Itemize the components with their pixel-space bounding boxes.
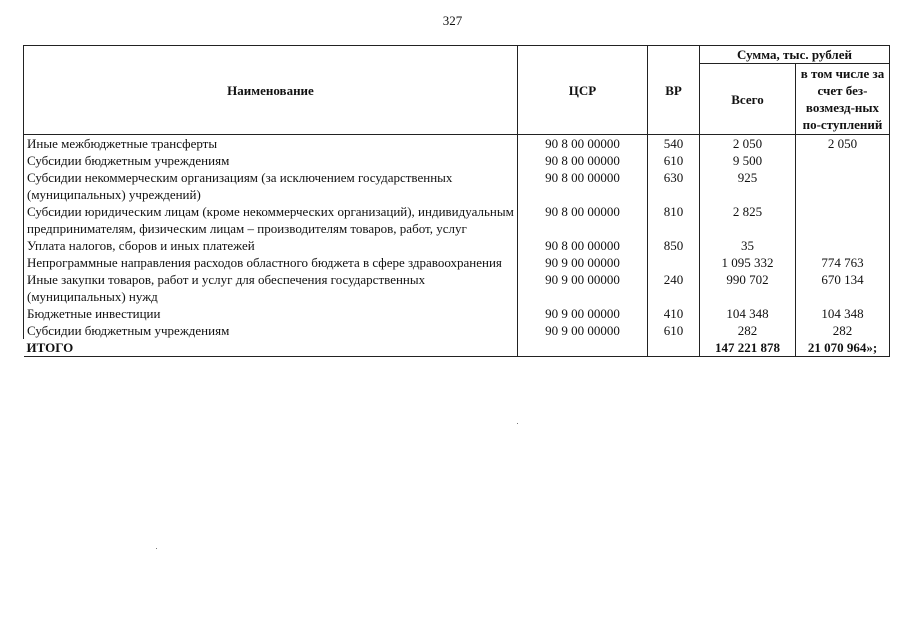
row-name: Бюджетные инвестиции [24,305,518,322]
table-row [24,271,890,305]
row-incl [796,169,890,203]
row-incl: 774 763 [796,254,890,271]
row-name: Субсидии бюджетным учреждениям [24,152,518,169]
total-row-vr [648,339,700,357]
col-header-sum-group: Сумма, тыс. рублей [700,46,890,64]
row-csr: 90 8 00 00000 [518,203,648,237]
row-name: Иные закупки товаров, работ и услуг для обеспечения государственных (муниципальных) нужд [24,271,518,305]
row-csr: 90 9 00 00000 [518,271,648,305]
scan-speck [517,423,518,424]
total-row-total: 147 221 878 [700,339,796,357]
row-vr: 540 [648,135,700,153]
row-total: 104 348 [700,305,796,322]
row-name: Субсидии некоммерческим организациям (за исключением государственных (муниципальных) учреждений) [24,169,518,203]
row-vr: 610 [648,322,700,339]
total-row [24,339,890,357]
row-csr: 90 8 00 00000 [518,237,648,254]
row-incl: 282 [796,322,890,339]
row-total: 35 [700,237,796,254]
total-row-csr [518,339,648,357]
row-total: 990 702 [700,271,796,305]
row-total: 282 [700,322,796,339]
row-total: 2 825 [700,203,796,237]
row-incl [796,203,890,237]
row-total: 9 500 [700,152,796,169]
col-header-name: Наименование [24,46,518,135]
budget-table [23,45,890,357]
row-vr: 810 [648,203,700,237]
table-row [24,322,890,339]
row-csr: 90 9 00 00000 [518,305,648,322]
header-row-top [24,46,890,64]
row-csr: 90 9 00 00000 [518,254,648,271]
row-name: Непрограммные направления расходов областного бюджета в сфере здравоохранения [24,254,518,271]
row-vr: 240 [648,271,700,305]
row-csr: 90 8 00 00000 [518,169,648,203]
row-incl: 2 050 [796,135,890,153]
row-csr: 90 8 00 00000 [518,152,648,169]
row-name: Уплата налогов, сборов и иных платежей [24,237,518,254]
row-incl [796,152,890,169]
total-row-incl-value: 21 070 964 [807,340,867,355]
table-row [24,305,890,322]
table-row [24,135,890,153]
col-header-vr: ВР [648,46,700,135]
total-row-label: ИТОГО [24,339,518,357]
row-name: Иные межбюджетные трансферты [24,135,518,153]
page-number: 327 [442,13,463,28]
row-name: Субсидии юридическим лицам (кроме некоммерческих организаций), индивидуальным предпринимателям, физическим лицам – производителям товаров, работ, услуг [24,203,518,237]
row-vr: 850 [648,237,700,254]
row-vr: 630 [648,169,700,203]
table-row [24,152,890,169]
row-vr: 610 [648,152,700,169]
row-name: Субсидии бюджетным учреждениям [24,322,518,339]
row-csr: 90 8 00 00000 [518,135,648,153]
row-vr [648,254,700,271]
row-incl: 104 348 [796,305,890,322]
table-row [24,237,890,254]
row-vr: 410 [648,305,700,322]
col-header-csr: ЦСР [518,46,648,135]
scan-speck [156,548,157,549]
table-row [24,203,890,237]
row-total: 2 050 [700,135,796,153]
row-total: 925 [700,169,796,203]
row-incl: 670 134 [796,271,890,305]
closing-quote: »; [866,340,878,355]
row-total: 1 095 332 [700,254,796,271]
row-incl [796,237,890,254]
col-header-incl: в том числе за счет без-возмезд-ных по-ступлений [796,64,890,135]
table-row [24,169,890,203]
total-row-incl [796,339,890,357]
row-csr: 90 9 00 00000 [518,322,648,339]
table-row [24,254,890,271]
col-header-total: Всего [700,64,796,135]
